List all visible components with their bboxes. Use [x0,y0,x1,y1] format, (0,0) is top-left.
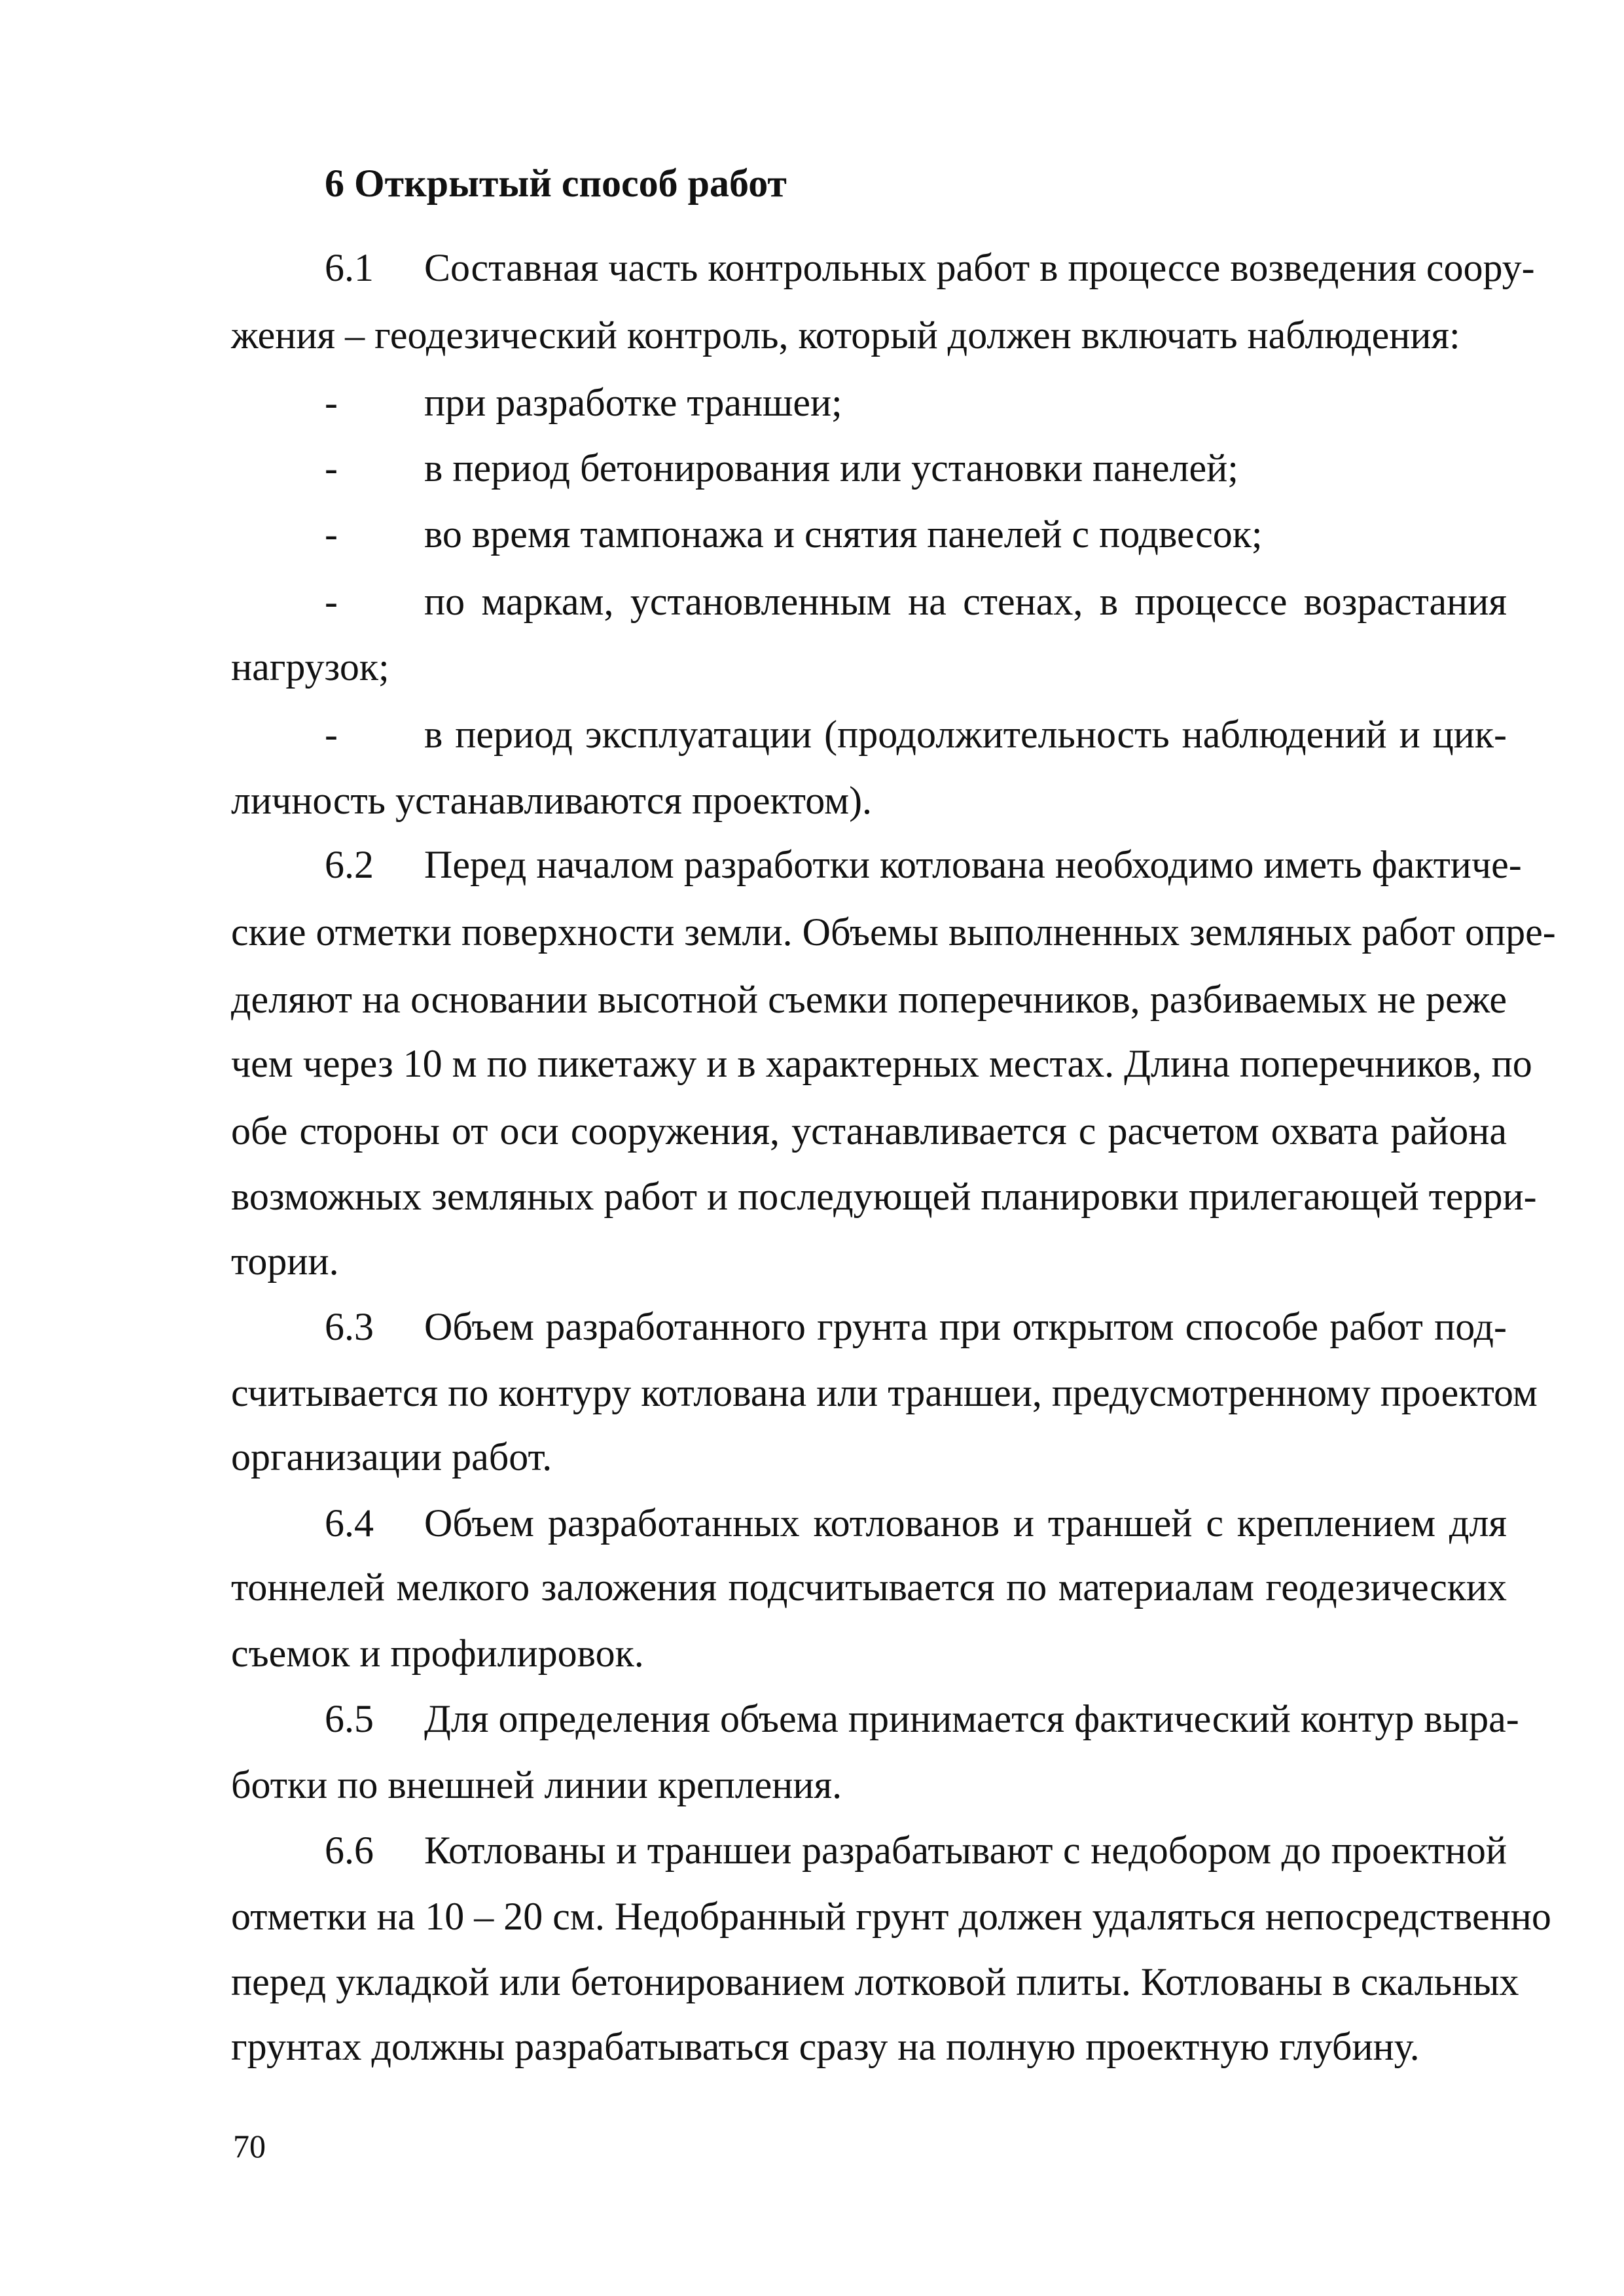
text-line: во время тампонажа и снятия панелей с подвесок; [424,512,1263,556]
page-number: 70 [233,2128,266,2164]
paragraph-number: 6.2 [325,843,374,886]
text-line: в период бетонирования или установки панелей; [424,446,1238,490]
paragraph-number: 6.5 [325,1697,374,1740]
text-line: личность устанавливаются проектом). [231,779,873,822]
paragraph-number: 6.6 [325,1829,374,1872]
list-bullet: - [325,713,338,756]
text-line: организации работ. [231,1435,552,1479]
text-line: чем через 10 м по пикетажу и в характерных местах. Длина поперечников, по [231,1042,1532,1085]
text-line: Объем разработанных котлованов и траншей с креплением для [424,1501,1507,1545]
text-line: считывается по контуру котлована или траншеи, предусмотренному проектом [231,1371,1538,1414]
text-line: жения – геодезический контроль, который должен включать наблюдения: [231,314,1460,357]
text-line: Котлованы и траншеи разрабатывают с недобором до проектной [424,1829,1507,1872]
list-bullet: - [325,446,338,490]
paragraph-number: 6.4 [325,1501,374,1545]
text-line: по маркам, установленным на стенах, в процессе возрастания [424,580,1507,623]
text-line: тории. [231,1240,339,1283]
list-bullet: - [325,512,338,556]
text-line: тоннелей мелкого заложения подсчитывается по материалам геодезических [231,1566,1507,1609]
text-line: деляют на основании высотной съемки поперечников, разбиваемых не реже [231,978,1507,1021]
text-line: ботки по внешней линии крепления. [231,1763,842,1806]
text-line: грунтах должны разрабатываться сразу на полную проектную глубину. [231,2025,1420,2068]
paragraph-number: 6.1 [325,246,374,289]
text-line: Для определения объема принимается фактический контур выра- [424,1697,1519,1740]
paragraph-number: 6.3 [325,1305,374,1348]
list-bullet: - [325,580,338,623]
text-line: Объем разработанного грунта при открытом способе работ под- [424,1305,1507,1348]
section-heading: 6 Открытый способ работ [325,162,787,205]
text-line: обе стороны от оси сооружения, устанавливается с расчетом охвата района [231,1109,1507,1153]
text-line: перед укладкой или бетонированием лотковой плиты. Котлованы в скальных [231,1960,1519,2003]
text-line: при разработке траншеи; [424,381,842,424]
text-line: в период эксплуатации (продолжительность наблюдений и цик- [424,713,1507,756]
text-line: нагрузок; [231,645,389,689]
text-line: ские отметки поверхности земли. Объемы выполненных земляных работ опре- [231,910,1556,954]
text-line: Перед началом разработки котлована необходимо иметь фактиче- [424,843,1522,886]
list-bullet: - [325,381,338,424]
text-line: отметки на 10 – 20 см. Недобранный грунт должен удаляться непосредственно [231,1895,1551,1938]
text-line: съемок и профилировок. [231,1632,644,1675]
text-line: возможных земляных работ и последующей планировки прилегающей терри- [231,1175,1537,1218]
text-line: Составная часть контрольных работ в процессе возведения соору- [424,246,1535,289]
